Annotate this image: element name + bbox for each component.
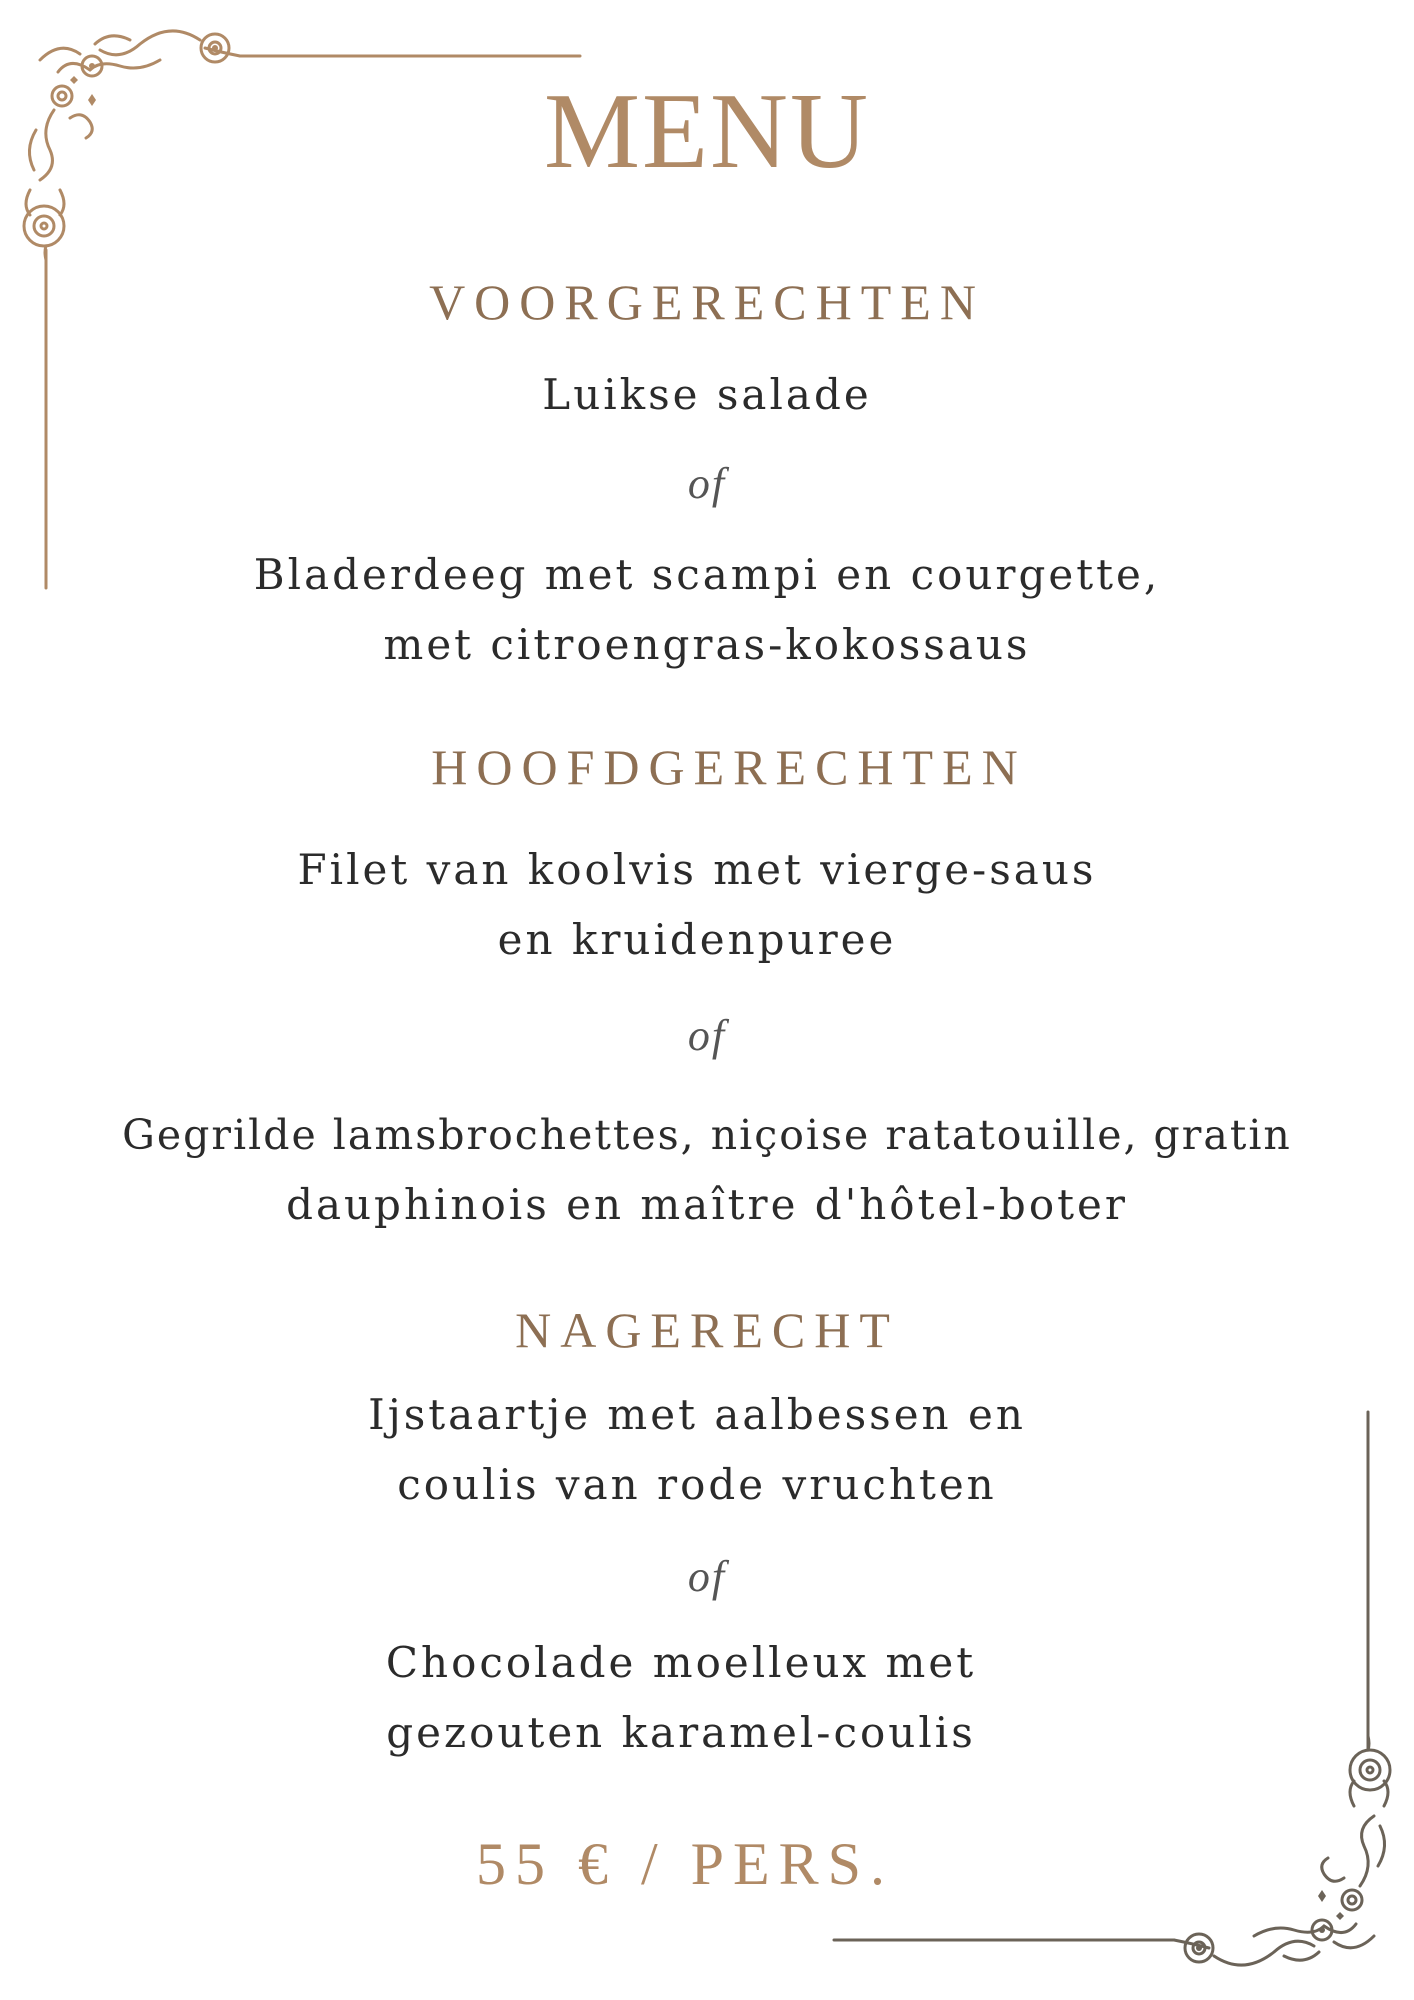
dish-item bbox=[0, 540, 1414, 680]
dish-item bbox=[0, 835, 1404, 975]
separator-or: of bbox=[687, 1552, 727, 1601]
separator-or: of bbox=[687, 459, 727, 508]
dish-line: Luikse salade bbox=[542, 370, 872, 419]
dish-item bbox=[0, 1100, 1414, 1240]
dish-line: met citroengras-kokossaus bbox=[383, 620, 1031, 669]
dish-line: dauphinois en maître d'hôtel-boter bbox=[286, 1180, 1128, 1229]
dish-item bbox=[0, 360, 1414, 430]
price-per-person: 55 € / PERS. bbox=[475, 1831, 895, 1897]
dish-line: coulis van rode vruchten bbox=[397, 1460, 997, 1509]
dish-item bbox=[0, 1628, 1388, 1768]
section-heading-hoofdgerechten: HOOFDGERECHTEN bbox=[431, 739, 1027, 795]
section-heading-nagerecht: NAGERECHT bbox=[515, 1302, 899, 1358]
dish-line: Chocolade moelleux met bbox=[385, 1638, 977, 1687]
dish-line: Ijstaartje met aalbessen en bbox=[368, 1390, 1026, 1439]
dish-item bbox=[0, 1380, 1404, 1520]
dish-line: Filet van koolvis met vierge-saus bbox=[297, 845, 1097, 894]
dish-line: Bladerdeeg met scampi en courgette, bbox=[253, 550, 1161, 599]
separator-or: of bbox=[687, 1011, 727, 1060]
dish-line: Gegrilde lamsbrochettes, niçoise ratatouille, gratin bbox=[122, 1111, 1292, 1159]
dish-line: en kruidenpuree bbox=[497, 915, 897, 964]
dish-line: gezouten karamel-coulis bbox=[386, 1708, 976, 1757]
section-heading-voorgerechten: VOORGERECHTEN bbox=[429, 274, 985, 330]
menu-title: MENU bbox=[544, 72, 870, 191]
